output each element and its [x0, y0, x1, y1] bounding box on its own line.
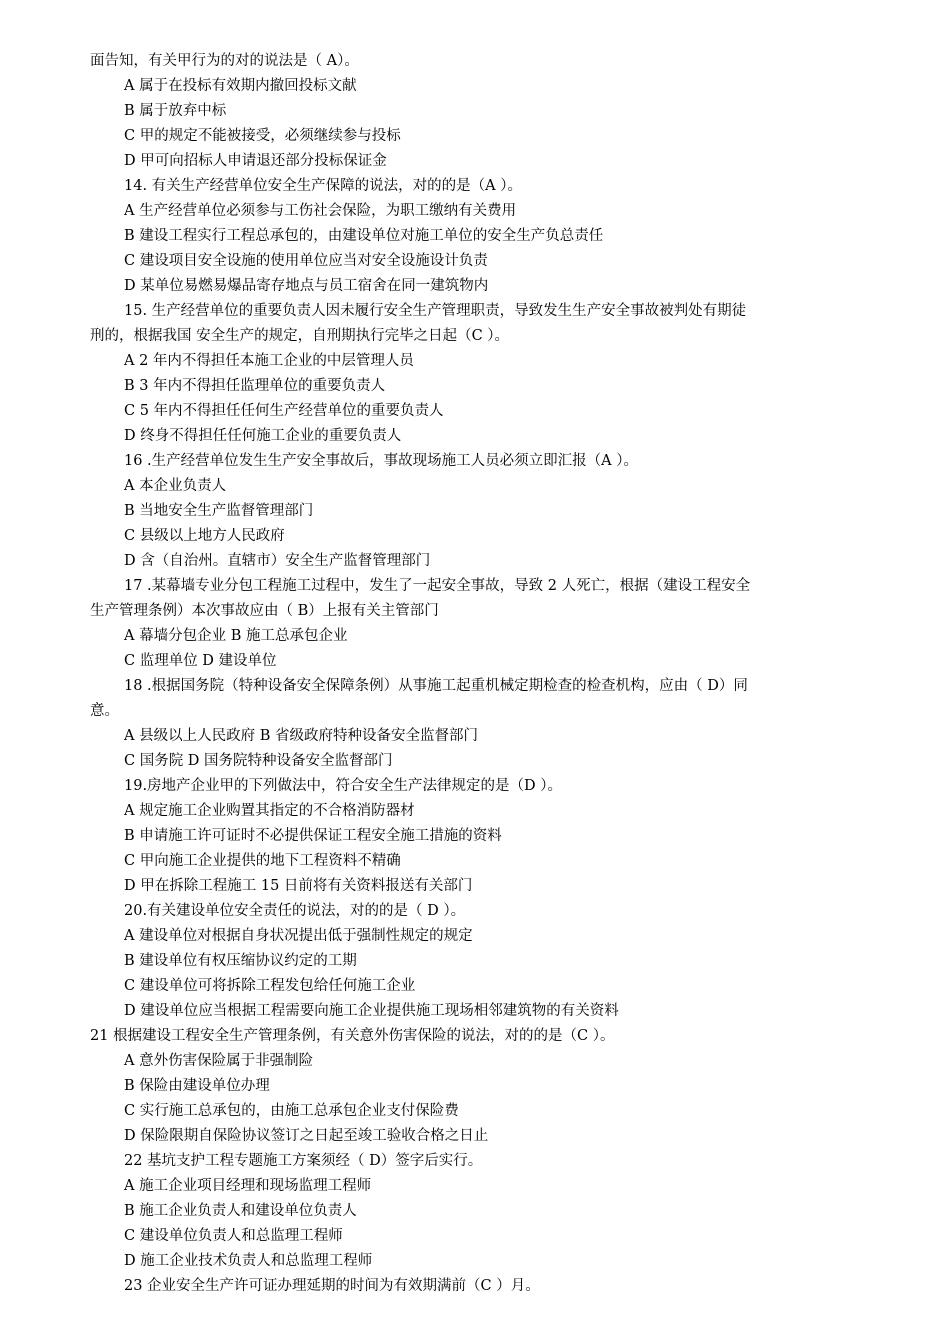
question-line: 16 .生产经营单位发生生产安全事故后，事故现场施工人员必须立即汇报（A ）。: [124, 453, 638, 469]
option-line: D 甲在拆除工程施工 15 日前将有关资料报送有关部门: [124, 878, 473, 894]
option-line: A 属于在投标有效期内撤回投标文献: [124, 78, 357, 94]
question-line-continued: 生产管理条例）本次事故应由（ B）上报有关主管部门: [90, 603, 439, 619]
option-line: D 施工企业技术负责人和总监理工程师: [124, 1253, 373, 1269]
question-line: 22 基坑支护工程专题施工方案须经（ D）签字后实行。: [124, 1153, 483, 1169]
option-line: C 县级以上地方人民政府: [124, 528, 285, 544]
question-line: 21 根据建设工程安全生产管理条例，有关意外伤害保险的说法，对的的是（C ）。: [90, 1028, 615, 1044]
option-line: A 2 年内不得担任本施工企业的中层管理人员: [124, 353, 414, 369]
option-line: A 意外伤害保险属于非强制险: [124, 1053, 314, 1069]
question-line: 14. 有关生产经营单位安全生产保障的说法，对的的是（A ）。: [124, 178, 522, 194]
question-line-continued: 刑的，根据我国 安全生产的规定，自刑期执行完毕之日起（C ）。: [90, 328, 510, 344]
option-line: B 当地安全生产监督管理部门: [124, 503, 314, 519]
option-line: B 保险由建设单位办理: [124, 1078, 270, 1094]
option-line: D 终身不得担任任何施工企业的重要负责人: [124, 428, 402, 444]
option-line: C 监理单位 D 建设单位: [124, 653, 277, 669]
option-line: B 建设单位有权压缩协议约定的工期: [124, 953, 357, 969]
option-line: C 甲的规定不能被接受，必须继续参与投标: [124, 128, 401, 144]
question-line-continued: 意。: [90, 703, 119, 719]
question-line: 23 企业安全生产许可证办理延期的时间为有效期满前（C ）月。: [124, 1278, 540, 1294]
option-line: B 申请施工许可证时不必提供保证工程安全施工措施的资料: [124, 828, 502, 844]
option-line: A 建设单位对根据自身状况提出低于强制性规定的规定: [124, 928, 473, 944]
text-line: 面告知，有关甲行为的对的说法是（ A）。: [90, 53, 359, 69]
option-line: B 3 年内不得担任监理单位的重要负责人: [124, 378, 386, 394]
option-line: A 幕墙分包企业 B 施工总承包企业: [124, 628, 348, 644]
option-line: A 本企业负责人: [124, 478, 227, 494]
option-line: D 甲可向招标人申请退还部分投标保证金: [124, 153, 387, 169]
question-line: 17 .某幕墙专业分包工程施工过程中，发生了一起安全事故，导致 2 人死亡，根据（建设工程安全: [124, 578, 751, 594]
option-line: D 含（自治州。直辖市）安全生产监督管理部门: [124, 553, 431, 569]
option-line: C 实行施工总承包的，由施工总承包企业支付保险费: [124, 1103, 459, 1119]
option-line: C 国务院 D 国务院特种设备安全监督部门: [124, 753, 393, 769]
question-line: 20.有关建设单位安全责任的说法，对的的是（ D ）。: [124, 903, 466, 919]
option-line: A 规定施工企业购置其指定的不合格消防器材: [124, 803, 415, 819]
option-line: A 县级以上人民政府 B 省级政府特种设备安全监督部门: [124, 728, 478, 744]
option-line: C 建设单位可将拆除工程发包给任何施工企业: [124, 978, 416, 994]
option-line: D 保险限期自保险协议签订之日起至竣工验收合格之日止: [124, 1128, 489, 1144]
option-line: B 施工企业负责人和建设单位负责人: [124, 1203, 357, 1219]
option-line: C 甲向施工企业提供的地下工程资料不精确: [124, 853, 401, 869]
question-line: 19.房地产企业甲的下列做法中，符合安全生产法律规定的是（D ）。: [124, 778, 563, 794]
option-line: D 建设单位应当根据工程需要向施工企业提供施工现场相邻建筑物的有关资料: [124, 1003, 619, 1019]
option-line: C 5 年内不得担任任何生产经营单位的重要负责人: [124, 403, 444, 419]
option-line: C 建设项目安全设施的使用单位应当对安全设施设计负责: [124, 253, 488, 269]
option-line: D 某单位易燃易爆品寄存地点与员工宿舍在同一建筑物内: [124, 278, 489, 294]
question-line: 15. 生产经营单位的重要负责人因未履行安全生产管理职责，导致发生生产安全事故被判处有期徒: [124, 303, 747, 319]
option-line: B 属于放弃中标: [124, 103, 227, 119]
question-line: 18 .根据国务院（特种设备安全保障条例）从事施工起重机械定期检查的检查机构，应由（ D）同: [124, 678, 748, 694]
option-line: C 建设单位负责人和总监理工程师: [124, 1228, 343, 1244]
option-line: A 施工企业项目经理和现场监理工程师: [124, 1178, 372, 1194]
option-line: B 建设工程实行工程总承包的，由建设单位对施工单位的安全生产负总责任: [124, 228, 604, 244]
option-line: A 生产经营单位必须参与工伤社会保险，为职工缴纳有关费用: [124, 203, 517, 219]
